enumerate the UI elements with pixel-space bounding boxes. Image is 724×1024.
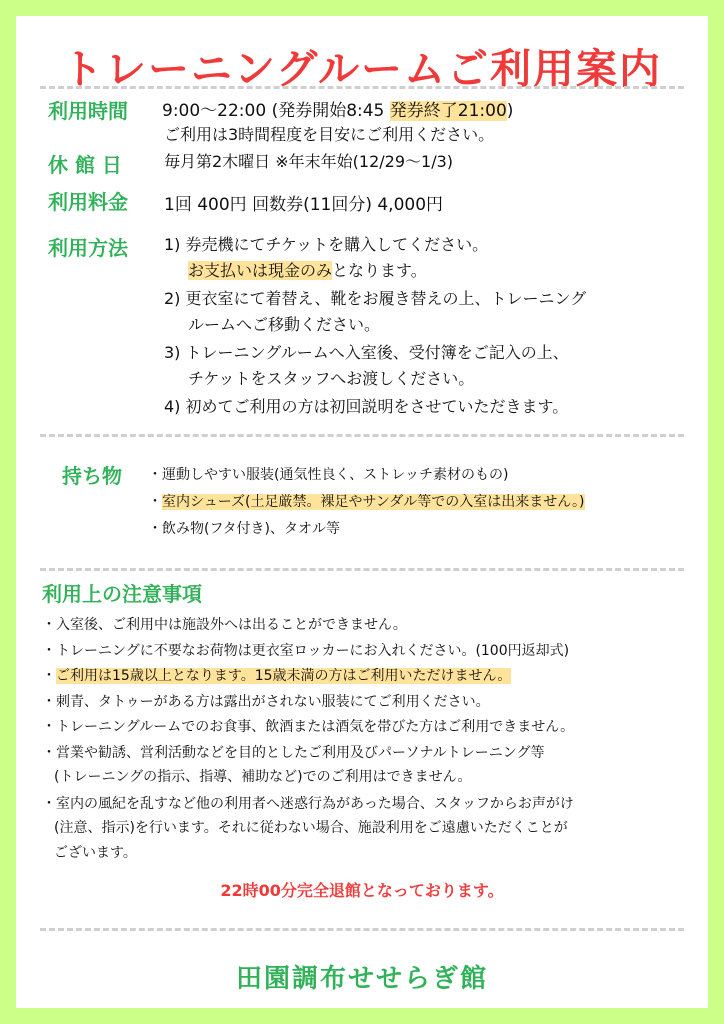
facility-name: 田園調布せせらぎ館 — [235, 964, 488, 994]
method-step-1-payment — [188, 258, 427, 281]
method-step-4: 4) 初めてご利用の方は初回説明をさせていただきます。 — [164, 397, 569, 416]
hours-time-text: 9:00〜22:00 (発券開始8:45 — [162, 101, 390, 121]
hours-label: 利用時間 — [48, 99, 128, 123]
method-step-3-cont: チケットをスタッフへお渡しください。 — [188, 369, 475, 388]
note-item: ・入室後、ご利用中は施設外へは出ることができません。 — [42, 617, 407, 633]
cash-only-highlight: お支払いは現金のみ — [188, 261, 333, 280]
note-item: ・刺青、タトゥーがある方は露出がされない服装にてご利用ください。 — [42, 694, 490, 710]
closed-text: 毎月第2木曜日 ※年末年始(12/29〜1/3) — [164, 152, 454, 171]
method-step-3: 3) トレーニングルームへ入室後、受付簿をご記入の上、 — [164, 343, 569, 362]
method-step-1-tail: となります。 — [332, 261, 427, 280]
closing-notice: 22時00分完全退館となっております。 — [220, 881, 504, 900]
belongings-item: ・運動しやすい服装(通気性良く、ストレッチ素材のもの) — [148, 467, 509, 483]
divider — [40, 568, 684, 571]
hours-time — [162, 96, 513, 121]
closed-label: 休 館 日 — [48, 153, 122, 177]
belongings-item — [148, 491, 585, 511]
method-step-2-cont: ルームへご移動ください。 — [188, 315, 381, 334]
note-item-cont: (トレーニングの指示、指導、補助など)でのご利用はできません。 — [54, 769, 472, 785]
hours-note: ご利用は3時間程度を目安にご利用ください。 — [164, 125, 495, 144]
note-item: ・営業や勧誘、営利活動などを目的としたご利用及びパーソナルトレーニング等 — [42, 745, 545, 761]
method-step-1: 1) 券売機にてチケットを購入してください。 — [164, 235, 489, 254]
divider — [40, 928, 684, 931]
divider — [40, 434, 684, 437]
note-item — [42, 665, 511, 685]
method-step-2: 2) 更衣室にて着替え、靴をお履き替えの上、トレーニング — [164, 289, 587, 308]
note-item-cont: ございます。 — [54, 845, 137, 861]
belongings-label: 持ち物 — [62, 464, 122, 488]
note-item: ・トレーニングルームでのお食事、飲酒または酒気を帯びた方はご利用できません。 — [42, 719, 575, 735]
indoor-shoes-highlight: 室内シューズ(土足厳禁。裸足やサンダル等での入室は出来ません。) — [162, 494, 585, 510]
note-item-cont: (注意、指示)を行います。それに従わない場合、施設利用をご遠慮いただくことが — [54, 820, 568, 836]
hours-ticket-end: 発券終了21:00 — [389, 101, 507, 121]
note-bullet: ・ — [42, 668, 56, 684]
page-title: トレーニングルームご利用案内 — [62, 45, 662, 93]
belongings-bullet: ・ — [148, 494, 162, 510]
notes-heading: 利用上の注意事項 — [42, 582, 202, 606]
note-item: ・トレーニングに不要なお荷物は更衣室ロッカーにお入れください。(100円返却式) — [42, 643, 570, 659]
divider — [40, 86, 684, 89]
hours-time-close: ) — [506, 101, 514, 121]
fee-text: 1回 400円 回数券(11回分) 4,000円 — [164, 195, 444, 215]
fee-label: 利用料金 — [48, 190, 128, 214]
age-limit-highlight: ご利用は15歳以上となります。15歳未満の方はご利用いただけません。 — [56, 668, 512, 684]
belongings-item: ・飲み物(フタ付き)、タオル等 — [148, 521, 340, 537]
info-sheet — [16, 16, 708, 1008]
method-label: 利用方法 — [48, 236, 128, 260]
note-item: ・室内の風紀を乱すなど他の利用者へ迷惑行為があった場合、スタッフからお声がけ — [42, 796, 574, 812]
